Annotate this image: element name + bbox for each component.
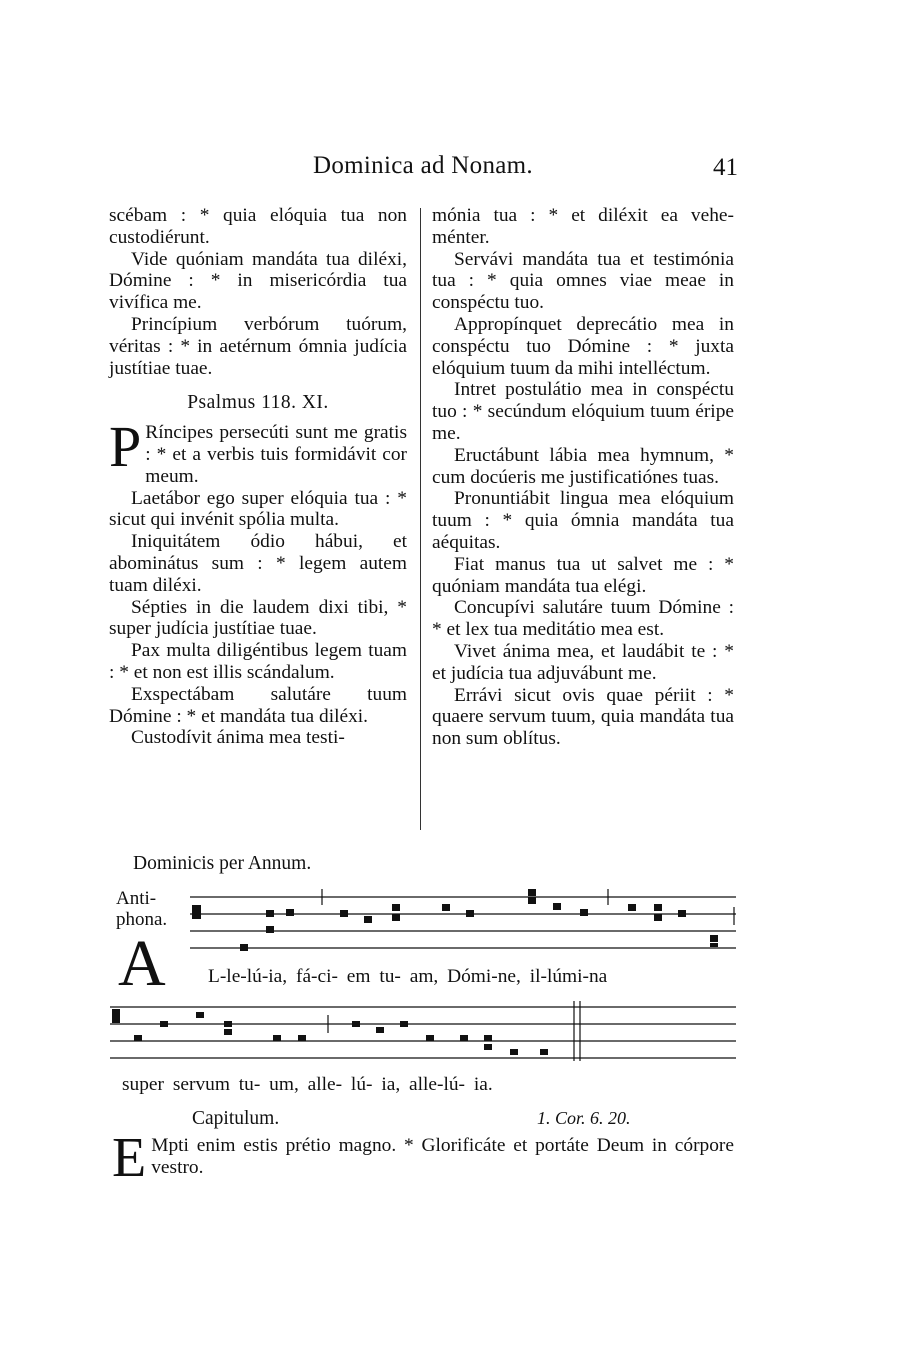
antiphon-initial: A (118, 927, 166, 1000)
verse-body: Ríncipes persecúti sunt me gratis : * et a verbis tuis formidávit cor meum. (145, 422, 407, 487)
verse-text: Servávi mandáta tua et testimónia tua : * quia omnes viae meae in conspéctu tuo. (432, 248, 734, 314)
neumes (112, 1009, 548, 1055)
antiphon-label-line: phona. (116, 909, 168, 930)
verse-text: Princípium verbórum tuórum, véritas : * in aetérnum ómnia judícia justítiae tuae. (109, 313, 407, 379)
antiphon-lyrics-line: super servum tu- um, alle- lú- ia, alle-lú- ia. (122, 1074, 493, 1095)
antiphon-label (116, 888, 167, 930)
page-header (108, 152, 738, 192)
drop-cap-initial: P (109, 414, 142, 480)
verse-text: Intret postulátio mea in conspéctu tuo : * secúndum elóquium tuum éripe me. (432, 379, 734, 444)
chant-staff-1 (188, 885, 738, 965)
page-number: 41 (713, 154, 738, 181)
verse-text: mónia tua : * et diléxit ea vehe-ménter. (432, 205, 734, 248)
verse-text: Exspectábam salutáre tuum Dómine : * et mandáta tua diléxi. (109, 683, 407, 727)
clef (112, 1009, 120, 1023)
column-divider (420, 208, 421, 830)
antiphon-label-line: Anti- (116, 888, 157, 909)
verse-text: scébam : * quia elóquia tua non custodiérunt. (109, 205, 407, 248)
verse-text: Eructábunt lábia mea hymnum, * cum docúeris me justificatiónes tuas. (432, 444, 734, 488)
verse-text: Concupívi salutáre tuum Dómine : * et lex tua meditátio mea est. (432, 597, 734, 641)
verse-text: Vivet ánima mea, et laudábit te : * et judícia tua adjuvábunt me. (432, 640, 734, 684)
psalm-title: Psalmus 118. XI. (187, 392, 329, 414)
verse-text: Custodívit ánima mea testi- (131, 727, 345, 749)
chant-staff-2 (108, 997, 738, 1069)
capitulum-label: Capitulum. (192, 1108, 280, 1129)
capitulum-text (112, 1127, 734, 1189)
verse-text: Fiat manus tua ut salvet me : * quóniam mandáta tua elégi. (432, 553, 734, 597)
antiphon-lyrics-line: L-le-lú-ia, fá-ci- em tu- am, Dómi-ne, il-lúmi-na (208, 966, 608, 987)
verse-text (109, 414, 407, 487)
verse-text: Laetábor ego super elóquia tua : * sicut qui invénit spólia multa. (109, 487, 407, 531)
verse-text: Errávi sicut ovis quae périit : * quaere servum tuum, quia mandáta tua non sum oblítus. (432, 684, 734, 750)
verse-text: Iniquitátem ódio hábui, et abominátus sum : * legem autem tuam diléxi. (109, 531, 407, 596)
neumes (192, 889, 718, 951)
right-column (432, 205, 734, 750)
verse-text: Appropínquet deprecátio mea in conspéctu tuo Dómine : * juxta elóquium tuum da mihi intelléctum. (432, 313, 734, 379)
verse-text: Pronuntiábit lingua mea elóquium tuum : * quia ómnia mandáta tua aéquitas. (432, 488, 734, 553)
capitulum-body: Mpti enim estis prétio magno. * Glorificáte et portáte Deum in córpore vestro. (151, 1135, 734, 1178)
running-title: Dominica ad Nonam. (313, 152, 533, 179)
left-column (109, 205, 407, 749)
verse-text: Pax multa diligéntibus legem tuam : * et non est illis scándalum. (109, 640, 407, 683)
drop-cap-initial: E (112, 1127, 147, 1189)
verse-text: Vide quóniam mandáta tua diléxi, Dómine : * in misericórdia tua vivífica me. (109, 248, 407, 314)
verse-text: Sépties in die laudem dixi tibi, * super judícia justítiae tuae. (109, 596, 407, 640)
capitulum-reference: 1. Cor. 6. 20. (537, 1108, 631, 1128)
section-label: Dominicis per Annum. (133, 853, 312, 874)
